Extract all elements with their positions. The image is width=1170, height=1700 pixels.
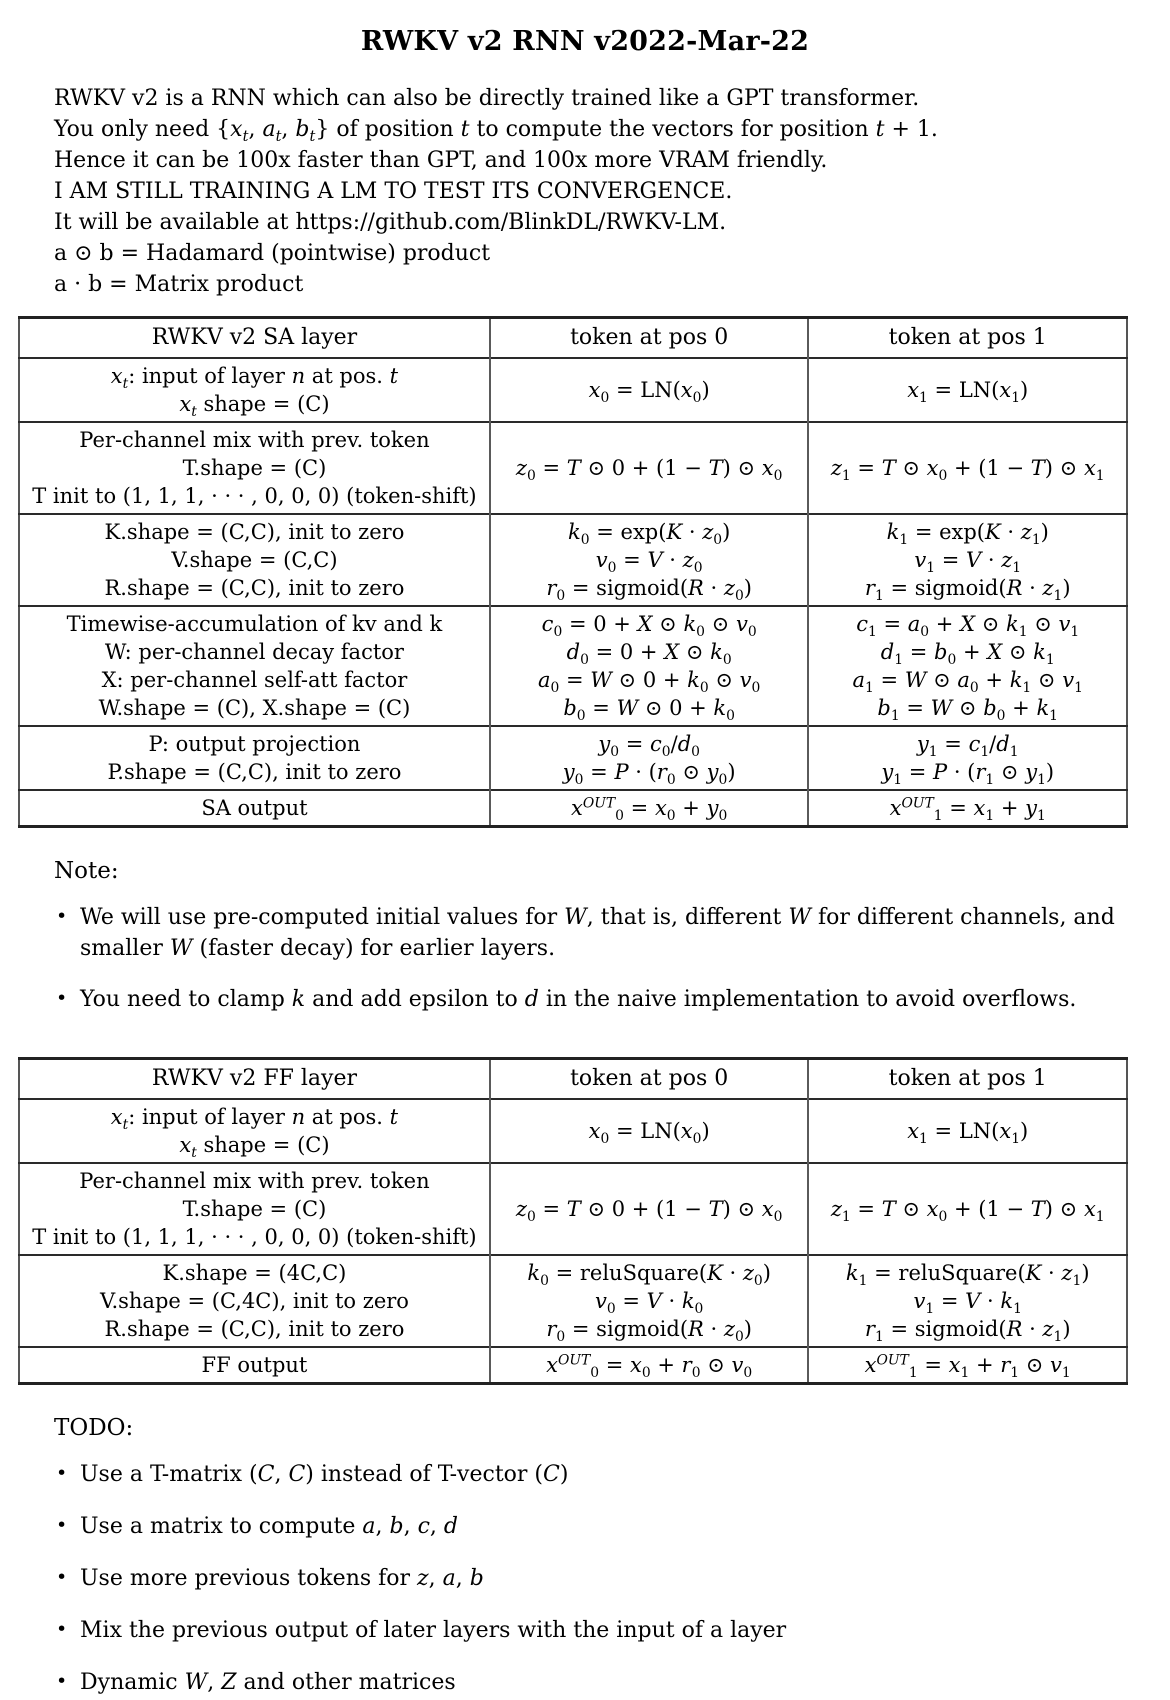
pos1-formula-cell: $k_1$ = reluSquare(K · $z_1$) $v_1 = V \cdot k_1$ $r_1$ = sigmoid(R · $z_1$): [808, 1255, 1127, 1347]
note-label: Note:: [54, 858, 119, 884]
pos0-formula-cell: $z_0 = T$ ⊙ 0 + (1 − T) ⊙ $x_0$: [490, 1163, 809, 1255]
todo-label: TODO:: [54, 1415, 134, 1441]
table-row: [19, 606, 1127, 726]
pos0-formula-cell: $x^{OUT}_0 = x_0 + r_0$ ⊙ $v_0$: [490, 1347, 809, 1384]
document-page: [0, 26, 1170, 1698]
table-row: [19, 358, 1127, 422]
pos1-formula-cell: $z_1 = T$ ⊙ $x_0 + (1 - T)$ ⊙ $x_1$: [808, 1163, 1127, 1255]
row-desc-cell: Per-channel mix with prev. token T.shape = (C) T init to (1, 1, 1, · · · , 0, 0, 0) (token-shift): [19, 422, 490, 514]
ff-col-header-layer: RWKV v2 FF layer: [19, 1059, 490, 1100]
row-desc-cell: SA output: [19, 790, 490, 827]
pos0-formula-cell: $y_0 = c_0/d_0$ $y_0 = P \cdot (r_0$ ⊙ $y_0$): [490, 726, 809, 790]
intro-line-matrix-def: a · b = Matrix product: [54, 272, 304, 297]
pos0-formula-cell: $x_0 = LN(x_0)$: [490, 358, 809, 422]
sa-col-header-pos0: token at pos 0: [490, 318, 809, 359]
sa-col-header-pos1: token at pos 1: [808, 318, 1127, 359]
ff-col-header-pos0: token at pos 0: [490, 1059, 809, 1100]
row-desc-cell: $x_t$: input of layer n at pos. t $x_t$ shape = (C): [19, 358, 490, 422]
note-list: [54, 902, 1116, 1015]
todo-list: [54, 1459, 1116, 1698]
sa-table-header-row: [19, 318, 1127, 359]
pos1-formula-cell: $z_1 = T$ ⊙ $x_0 + (1 - T)$ ⊙ $x_1$: [808, 422, 1127, 514]
note-item: • We will use pre-computed initial values for W, that is, different W for different channels, and smaller W (faster decay) for earlier layers.: [54, 902, 1116, 964]
pos0-formula-cell: $k_0 = \exp(K \cdot z_0)$ $v_0 = V \cdot z_0$ $r_0$ = sigmoid(R · $z_0$): [490, 514, 809, 606]
intro-line: I AM STILL TRAINING A LM TO TEST ITS CONVERGENCE.: [54, 179, 733, 204]
page-title: RWKV v2 RNN v2022-Mar-22: [360, 26, 810, 57]
row-desc-cell: Per-channel mix with prev. token T.shape = (C) T init to (1, 1, 1, · · · , 0, 0, 0) (token-shift): [19, 1163, 490, 1255]
pos1-formula-cell: $k_1 = \exp(K \cdot z_1)$ $v_1 = V \cdot z_1$ $r_1$ = sigmoid(R · $z_1$): [808, 514, 1127, 606]
table-row: [19, 1347, 1127, 1384]
intro-line: You only need {$x_t$, $a_t$, $b_t$} of position t to compute the vectors for position t + 1.: [54, 117, 938, 146]
ff-layer-table: [18, 1057, 1128, 1385]
pos1-formula-cell: $x^{OUT}_1 = x_1 + y_1$: [808, 790, 1127, 827]
ff-table-header-row: [19, 1059, 1127, 1100]
pos0-formula-cell: $c_0 = 0 + X$ ⊙ $k_0$ ⊙ $v_0$ $d_0 = 0 + X$ ⊙ $k_0$ $a_0 = W$ ⊙ $0 + k_0$ ⊙ $v_0$ $b_0 = W$ ⊙ $0 + k_0$: [490, 606, 809, 726]
table-row: [19, 422, 1127, 514]
pos0-formula-cell: $x_0 = LN(x_0)$: [490, 1099, 809, 1163]
table-row: [19, 726, 1127, 790]
todo-item: • Use a matrix to compute a, b, c, d: [54, 1511, 1116, 1542]
table-row: [19, 1255, 1127, 1347]
pos1-formula-cell: $x^{OUT}_1 = x_1 + r_1$ ⊙ $v_1$: [808, 1347, 1127, 1384]
todo-item: • Dynamic W, Z and other matrices: [54, 1667, 1116, 1698]
table-row: [19, 1099, 1127, 1163]
note-item: • You need to clamp k and add epsilon to d in the naive implementation to avoid overflows.: [54, 984, 1116, 1015]
row-desc-cell: P: output projection P.shape = (C,C), init to zero: [19, 726, 490, 790]
ff-col-header-pos1: token at pos 1: [808, 1059, 1127, 1100]
table-row: [19, 790, 1127, 827]
todo-item: • Use a T-matrix (C, C) instead of T-vector (C): [54, 1459, 1116, 1490]
pos0-formula-cell: $z_0 = T$ ⊙ 0 + (1 − T) ⊙ $x_0$: [490, 422, 809, 514]
intro-line-url: It will be available at https://github.com/BlinkDL/RWKV-LM.: [54, 210, 727, 235]
pos1-formula-cell: $y_1 = c_1/d_1$ $y_1 = P \cdot (r_1$ ⊙ $y_1$): [808, 726, 1127, 790]
pos0-formula-cell: $k_0$ = reluSquare(K · $z_0$) $v_0 = V \cdot k_0$ $r_0$ = sigmoid(R · $z_0$): [490, 1255, 809, 1347]
table-row: [19, 1163, 1127, 1255]
intro-paragraph: [54, 83, 1170, 300]
table-row: [19, 514, 1127, 606]
row-desc-cell: K.shape = (C,C), init to zero V.shape = (C,C) R.shape = (C,C), init to zero: [19, 514, 490, 606]
row-desc-cell: K.shape = (4C,C) V.shape = (C,4C), init to zero R.shape = (C,C), init to zero: [19, 1255, 490, 1347]
pos0-formula-cell: $x^{OUT}_0 = x_0 + y_0$: [490, 790, 809, 827]
row-desc-cell: FF output: [19, 1347, 490, 1384]
sa-col-header-layer: RWKV v2 SA layer: [19, 318, 490, 359]
row-desc-cell: $x_t$: input of layer n at pos. t $x_t$ shape = (C): [19, 1099, 490, 1163]
row-desc-cell: Timewise-accumulation of kv and k W: per-channel decay factor X: per-channel self-att factor W.shape = (C), X.shape = (C): [19, 606, 490, 726]
intro-line: Hence it can be 100x faster than GPT, and 100x more VRAM friendly.: [54, 148, 828, 173]
todo-item: • Use more previous tokens for z, a, b: [54, 1563, 1116, 1594]
todo-item: • Mix the previous output of later layers with the input of a layer: [54, 1615, 1116, 1646]
intro-line-hadamard-def: a ⊙ b = Hadamard (pointwise) product: [54, 241, 491, 266]
pos1-formula-cell: $c_1 = a_0 + X$ ⊙ $k_1$ ⊙ $v_1$ $d_1 = b_0 + X$ ⊙ $k_1$ $a_1 = W$ ⊙ $a_0 + k_1$ ⊙ $v_1$ $b_1 = W$ ⊙ $b_0 + k_1$: [808, 606, 1127, 726]
intro-line: RWKV v2 is a RNN which can also be directly trained like a GPT transformer.: [54, 86, 920, 111]
pos1-formula-cell: $x_1 = LN(x_1)$: [808, 358, 1127, 422]
pos1-formula-cell: $x_1 = LN(x_1)$: [808, 1099, 1127, 1163]
sa-layer-table: [18, 316, 1128, 828]
